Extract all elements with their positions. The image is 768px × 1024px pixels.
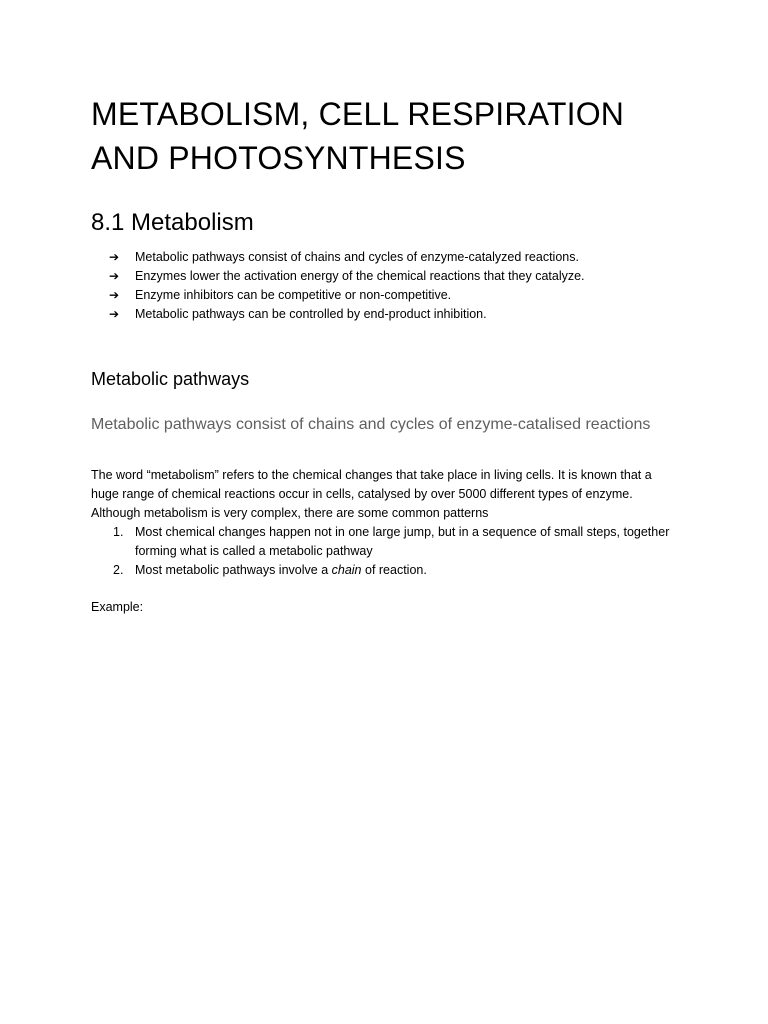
emphasis-text: chain bbox=[331, 563, 362, 577]
list-number: 2. bbox=[113, 563, 124, 577]
objective-text: Metabolic pathways can be controlled by end-product inhibition. bbox=[135, 307, 487, 321]
arrow-bullet-icon: ➔ bbox=[109, 269, 120, 283]
list-item bbox=[109, 248, 585, 267]
title-line-2: AND PHOTOSYNTHESIS bbox=[91, 140, 466, 176]
title-line-1: METABOLISM, CELL RESPIRATION bbox=[91, 96, 625, 132]
subheading: Metabolic pathways bbox=[91, 369, 250, 389]
list-item-text: Most metabolic pathways involve a chain of reaction. bbox=[135, 563, 427, 577]
arrow-bullet-icon: ➔ bbox=[109, 288, 120, 302]
objective-text: Metabolic pathways consist of chains and cycles of enzyme-catalyzed reactions. bbox=[135, 250, 579, 264]
list-item bbox=[109, 305, 585, 324]
objectives-list bbox=[109, 248, 585, 324]
list-item bbox=[91, 523, 681, 561]
list-item bbox=[109, 286, 585, 305]
numbered-list bbox=[91, 523, 681, 580]
body-paragraph: The word “metabolism” refers to the chemical changes that take place in living cells. It is known that a huge range of chemical reactions occur in cells, catalysed by over 5000 different types of enzyme. Although metabolism is very complex, there are some common patterns bbox=[91, 468, 652, 520]
list-item-text: Most chemical changes happen not in one large jump, but in a sequence of small steps, together forming what is called a metabolic pathway bbox=[135, 525, 670, 558]
subsubheading: Metabolic pathways consist of chains and cycles of enzyme-catalised reactions bbox=[91, 416, 651, 433]
list-item bbox=[109, 267, 585, 286]
list-item bbox=[91, 561, 681, 580]
section-heading: 8.1 Metabolism bbox=[91, 209, 254, 236]
page-title bbox=[91, 92, 691, 180]
objective-text: Enzyme inhibitors can be competitive or non-competitive. bbox=[135, 288, 452, 302]
list-number: 1. bbox=[113, 525, 124, 539]
objective-text: Enzymes lower the activation energy of the chemical reactions that they catalyze. bbox=[135, 269, 585, 283]
example-label: Example: bbox=[91, 600, 144, 614]
arrow-bullet-icon: ➔ bbox=[109, 250, 120, 264]
arrow-bullet-icon: ➔ bbox=[109, 307, 120, 321]
